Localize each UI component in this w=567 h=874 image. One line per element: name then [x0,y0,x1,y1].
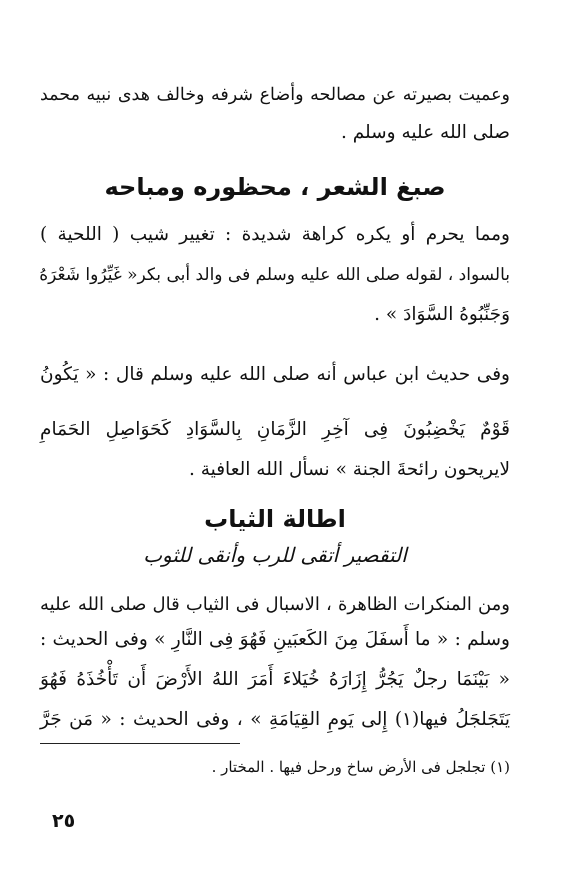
text-line: يَتَجَلجَلُ فيها(١) إِلى يَومِ القِيَامَةِ » ، وفى الحديث : « مَن جَرَّ [40,709,510,730]
text-line: ومما يحرم أو يكره كراهة شديدة : تغيير شيب ( اللحية ) [40,224,510,245]
text-line: « بَيْنَمَا رجلٌ يَجُرُّ إِزَارَهُ خُيَلاءَ أَمَرَ اللهُ الأَرْضَ أَن تَأْخُذَهُ فَهُوَ [40,669,510,690]
text-line: بالسواد ، لقوله صلى الله عليه وسلم فى والد أبى بكر« غَيِّرُوا شَعْرَهُ [39,265,510,285]
section-heading-hair-dye: صبغ الشعر ، محظوره ومباحه [104,173,446,201]
text-line: صلى الله عليه وسلم . [340,122,510,143]
text-line: قَوْمٌ يَخْضِبُونَ فِى آخِرِ الزَّمَانِ بِالسَّوَادِ كَحَوَاصِلِ الحَمَامِ [40,419,510,440]
page-number: ٢٥ [52,810,76,832]
text-line: ومن المنكرات الظاهرة ، الاسبال فى الثياب قال صلى الله عليه [40,594,510,615]
text-line: وفى حديث ابن عباس أنه صلى الله عليه وسلم قال : « يَكُونُ [40,364,510,385]
footnote-divider [40,743,240,744]
text-line: وَجَنِّبُوهُ السَّوَادَ » . [374,304,510,325]
section-heading-clothes: اطالة الثياب [204,505,346,533]
text-line: وعميت بصيرته عن مصالحه وأضاع شرفه وخالف هدى نبيه محمد [40,85,510,105]
text-line: لايريحون رائحةَ الجنة » نسأل الله العافية . [188,459,510,480]
text-line: وسلم : « ما أَسفَلَ مِنَ الكَعبَينِ فَهُوَ فِى النَّارِ » وفى الحديث : [40,629,510,650]
footnote: (١) تجلجل فى الأرض ساخ ورحل فيها . المختار . [211,758,510,776]
section-subheading: التقصير أتقى للرب وأنقى للثوب [143,543,407,567]
